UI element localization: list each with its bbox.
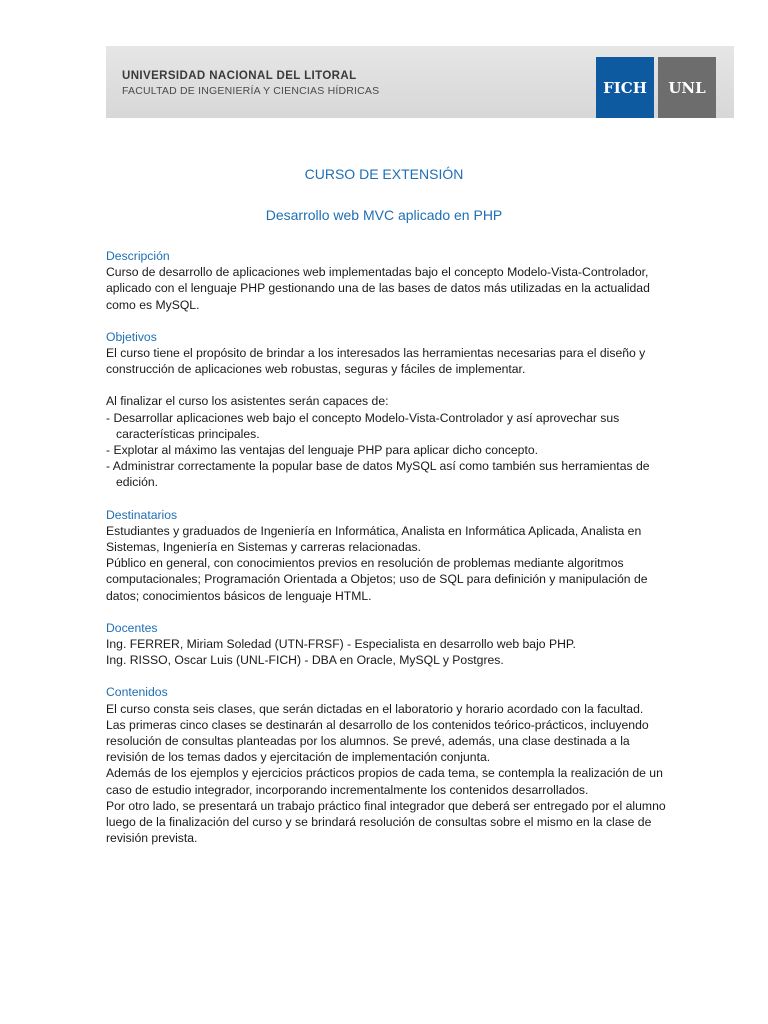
document-body (106, 248, 666, 863)
page-title: CURSO DE EXTENSIÓN (304, 166, 464, 182)
header-banner (106, 46, 734, 118)
paragraph: El curso tiene el propósito de brindar a los interesados las herramientas necesarias para el diseño y construcción de aplicaciones web robustas, seguras y fáciles de implementar. (106, 346, 646, 377)
list-item: - Administrar correctamente la popular base de datos MySQL así como también sus herramientas de edición. (106, 459, 650, 490)
faculty-name: FACULTAD DE INGENIERÍA Y CIENCIAS HÍDRICAS (122, 85, 380, 97)
university-name: UNIVERSIDAD NACIONAL DEL LITORAL (122, 70, 357, 82)
list-intro: Al finalizar el curso los asistentes serán capaces de: (106, 394, 389, 409)
section-heading: Docentes (106, 620, 158, 635)
paragraph: Por otro lado, se presentará un trabajo práctico final integrador que deberá ser entregado por el alumno luego de la finalización del curso y se brindará resolución de consultas sobre el mismo en la clase de revisión prevista. (106, 798, 666, 846)
section-heading: Destinatarios (106, 507, 178, 522)
paragraph: Ing. RISSO, Oscar Luis (UNL-FICH) - DBA en Oracle, MySQL y Postgres. (106, 653, 504, 668)
paragraph: Estudiantes y graduados de Ingeniería en Informática, Analista en Informática Aplicada, Analista en Sistemas, Ingeniería en Sistemas y carreras relacionadas. (106, 523, 642, 555)
list-item: - Explotar al máximo las ventajas del lenguaje PHP para aplicar dicho concepto. (106, 443, 538, 458)
paragraph: Ing. FERRER, Miriam Soledad (UTN-FRSF) - Especialista en desarrollo web bajo PHP. (106, 637, 576, 652)
course-subtitle: Desarrollo web MVC aplicado en PHP (265, 207, 503, 223)
list-item: - Desarrollar aplicaciones web bajo el concepto Modelo-Vista-Controlador y así aprovechar sus características principales. (106, 410, 620, 441)
paragraph: Curso de desarrollo de aplicaciones web implementadas bajo el concepto Modelo-Vista-Controlador, aplicado con el lenguaje PHP gestionando una de las bases de datos más utilizadas en la actualidad como es MySQL. (106, 265, 650, 312)
fich-logo: FICH (596, 57, 654, 118)
paragraph: Además de los ejemplos y ejercicios prácticos propios de cada tema, se contempla la realización de un caso de estudio integrador, incorporando incrementalmente los contenidos desarrollados. (106, 766, 663, 797)
section-descripcion (106, 248, 666, 313)
paragraph: Público en general, con conocimientos previos en resolución de problemas mediante algoritmos computacionales; Programación Orientada a Objetos; uso de SQL para definición y manipulación de datos; conocimientos básicos de lenguaje HTML. (106, 556, 648, 603)
section-heading: Objetivos (106, 329, 157, 344)
section-docentes (106, 620, 666, 669)
section-heading: Contenidos (106, 685, 168, 700)
section-destinatarios (106, 507, 666, 604)
paragraph: Las primeras cinco clases se destinarán al desarrollo de los contenidos teórico-prácticos, incluyendo resolución de consultas planteadas por los alumnos. Se prevé, además, una clase destinada a la revisión de los temas dados y ejercitación de implementación conjunta. (106, 717, 649, 765)
unl-logo: UNL (658, 57, 716, 118)
paragraph: El curso consta seis clases, que serán dictadas en el laboratorio y horario acordado con la facultad. (106, 701, 644, 716)
section-contenidos (106, 684, 666, 846)
section-objetivos (106, 329, 666, 491)
section-heading: Descripción (106, 249, 170, 263)
